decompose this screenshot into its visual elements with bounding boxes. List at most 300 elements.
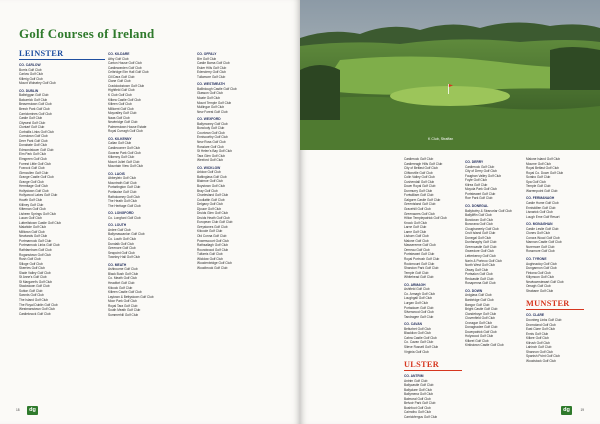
golf-club-item: Portsalon Golf Club [465,272,493,277]
golf-club-item: Concra Wood Golf Club [526,235,560,240]
golf-club-item: Lisheen Springs Golf Club [19,211,57,216]
golf-club-item: Enniskillen Golf Club [526,205,556,210]
right-page [300,0,600,424]
golf-club-item: Hermitage Golf Club [19,184,48,189]
golf-club-item: Loughgall Golf Club [404,296,432,301]
golf-club-item: Kilkenny Golf Club [108,155,135,160]
golf-club-item: Woodbrook Golf Club [197,265,228,270]
golf-club-item: Arklow Golf Club [197,170,221,175]
golf-club-item: Elmgreen Golf Club [19,157,47,162]
golf-club-item: Aughnacloy Golf Club [526,261,557,266]
county-heading: CO. LOUTH [108,223,127,228]
golf-club-item: Mount Juliet Golf Club [108,159,140,164]
golf-club-item: Coollattin Golf Club [197,197,225,202]
golf-club-item: Castlereagh Hills Golf Club [404,161,443,166]
golf-club-item: Hollystown Golf Club [19,188,49,193]
golf-club-item: Dunmurry Golf Club [404,188,433,193]
golf-club-item: Craddockstown Golf Club [108,83,145,88]
club-list-column [108,49,197,317]
golf-course-photo [300,0,600,150]
golf-club-item: Celbridge Elm Hall Golf Club [108,70,149,75]
golf-club-item: Headfort Golf Club [108,280,135,285]
golf-club-item: Killerig Golf Club [19,76,43,81]
golf-club-item: Bunclody Golf Club [197,126,225,131]
golf-club-item: Palmerstown House Estate [108,124,147,129]
golf-club-item: Silloge Golf Club [19,261,43,266]
golf-club-item: Ballyclare Golf Club [404,387,432,392]
golf-club-item: Kilkee Golf Club [526,336,549,341]
golf-club-item: Fortwilliam Golf Club [404,193,434,198]
golf-club-item: Seapoint Golf Club [108,250,135,255]
golf-club-item: Milltown Golf Club [19,229,45,234]
golf-club-item: Mount Wolseley Golf Club [19,81,56,86]
golf-club-item: Castlerock Golf Club [404,157,434,161]
golf-club-item: Ballinlough Castle Golf Club [197,86,237,91]
golf-club-item: Redcastle Golf Club [465,276,494,281]
golf-club-item: Westmanstown Golf Club [19,307,55,312]
golf-club-item: Lisnarick Golf Club [526,210,553,215]
golf-club-item: Roganstown Golf Club [19,252,51,257]
golf-club-item: Temple Golf Club [526,184,551,189]
golf-club-item: Kirkistown Castle Golf Club [465,343,504,348]
golf-club-item: Donegal Golf Club [465,235,492,240]
province-heading: LEINSTER [19,49,105,60]
golf-club-item: Dungannon Golf Club [526,266,557,271]
golf-club-item: Kilkea Castle Golf Club [108,97,141,102]
golf-club-item: St Helen's Bay Golf Club [197,149,232,154]
golf-club-item: Sutton Golf Club [19,288,43,293]
golf-club-item: Ormeau Golf Club [404,247,430,252]
golf-club-item: Foxrock Golf Club [19,166,45,171]
golf-club-item: Roe Park Golf Club [465,196,493,201]
golf-club-item: Shandon Park Golf Club [404,266,439,271]
golf-club-item: Antrim Golf Club [404,378,428,383]
golf-club-item: Co. Armagh Golf Club [404,291,436,296]
province-heading: MUNSTER [526,299,584,310]
golf-club-item: Shannon Golf Club [526,349,553,354]
golf-club-item: Portmarnock Golf Club [19,238,52,243]
county-heading: CO. WESTMEATH [197,82,225,87]
golf-club-item: Balmoral Golf Club [404,396,431,401]
golf-club-item: Newbridge Golf Club [108,120,138,125]
golf-club-item: Massereene Golf Club [404,243,436,248]
golf-club-item: Grange Castle Golf Club [19,175,54,180]
golf-club-item: Tandragee Golf Club [404,314,434,319]
golf-club-item: Portmarnock Links Golf Club [19,243,60,248]
golf-club-item: Courtown Golf Club [197,130,225,135]
golf-club-item: Charlesland Golf Club [197,193,229,198]
golf-club-item: Rockmount Golf Club [404,261,435,266]
club-list-column [19,49,108,317]
golf-club-item: Portstewart Golf Club [465,191,496,196]
golf-club-item: Strabane Golf Club [526,288,554,293]
golf-club-item: Abbeyleix Golf Club [108,176,136,181]
golf-club-item: Esker Hills Golf Club [197,65,227,70]
golf-club-item: Larne Golf Club [404,225,427,230]
golf-club-item: Ballycastle Golf Club [404,383,434,388]
golf-club-item: Delgany Golf Club [197,202,223,207]
golf-club-item: Ardee Golf Club [108,227,131,232]
golf-club-item: Laytown & Bettystown Golf Club [108,294,154,299]
golf-club-item: Killeen Golf Club [108,102,132,107]
golf-club-item: Virginia Golf Club [404,349,429,354]
golf-club-item: Moyvalley Golf Club [108,111,137,116]
golf-club-item: Clovenfield Golf Club [465,316,495,321]
golf-club-item: Cairndhu Golf Club [404,410,432,415]
golf-club-item: Spanish Point Golf Club [526,354,560,359]
golf-club-item: Downpatrick Golf Club [465,329,497,334]
golf-club-item: Rathsallagh Golf Club [197,243,229,248]
golf-club-item: Castle Leslie Golf Club [526,226,559,231]
golf-club-item: Lame Golf Club [404,229,427,234]
golf-club-item: Edenderry Golf Club [197,70,226,75]
golf-club-item: Kilrush Golf Club [526,340,550,345]
golf-club-item: St Margaret's Golf Club [19,279,53,284]
county-heading: CO. LONGFORD [108,211,134,216]
county-heading: CO. CARLOW [19,63,41,67]
golf-club-item: New Forest Golf Club [197,109,228,114]
golf-club-item: Scrabo Golf Club [526,175,551,180]
golf-club-item: Callan Golf Club [108,141,132,146]
golf-club-item: Castleknock Golf Club [19,311,51,316]
golf-club-item: Faughan Valley Golf Club [465,173,502,178]
golf-club-item: Nuremore Golf Club [526,244,555,249]
page-title: Golf Courses of Ireland [19,26,155,41]
golf-club-item: Ballymena Golf Club [404,392,434,397]
county-heading: CO. ARMAGH [404,282,426,287]
golf-club-item: Bright Castle Golf Club [465,307,498,312]
golf-club-item: Greenisland Golf Club [404,202,436,207]
golf-club-item: Balcarrick Golf Club [19,97,48,102]
golf-club-item: Druids Heath Golf Club [197,215,230,220]
golf-club-item: Cliftonville Golf Club [404,170,433,175]
golf-club-item: Down Royal Golf Club [404,184,436,189]
golf-club-item: Castlewarden Golf Club [108,65,142,70]
province-heading: ULSTER [404,360,462,371]
club-list-column [404,157,465,420]
publisher-logo-right: dg [561,406,572,415]
golf-club-item: Stackstown Golf Club [19,284,50,289]
golf-club-item: Portstewart Golf Club [404,252,435,257]
golf-club-item: Moor Park Golf Club [108,299,137,304]
golf-club-item: Tullamore Golf Club [197,74,226,79]
golf-club-item: Moyola Park Golf Club [465,187,497,192]
county-heading: CO. TYRONE [526,257,547,262]
golf-club-item: Edmondstown Golf Club [19,147,54,152]
golf-club-item: Blacklion Golf Club [404,331,431,336]
club-list-column [526,157,587,420]
golf-club-item: Knock Golf Club [404,220,428,225]
golf-club-item: Lisburn Golf Club [404,234,429,239]
golf-club-item: Foyle Golf Club [465,178,487,183]
golf-club-item: Royal Co. Down Golf Club [526,170,564,175]
golf-club-item: Donabate Golf Club [19,143,47,148]
golf-club-item: Millicent Golf Club [108,106,134,111]
golf-club-item: North West Golf Club [465,263,496,268]
golf-club-item: Mountain View Golf Club [108,164,144,169]
golf-club-item: Mountrath Golf Club [108,180,137,185]
golf-club-item: Castlecomer Golf Club [108,146,141,151]
golf-club-item: Warrenpoint Golf Club [526,188,558,193]
golf-club-item: Corballis Links Golf Club [19,129,54,134]
golf-club-item: Castle Golf Club [19,116,43,121]
golf-club-item: Spa Golf Club [526,179,546,184]
golf-club-item: Dromoland Golf Club [526,322,556,327]
golf-club-item: Kilternan Golf Club [19,207,46,212]
golf-club-item: Kilrea Golf Club [465,182,488,187]
golf-club-item: Bangor Golf Club [465,302,490,307]
golf-club-item: Bushfoot Golf Club [404,405,431,410]
golf-club-item: The Heritage Golf Club [108,203,141,208]
county-heading: CO. KILDARE [108,52,130,56]
club-list-column [197,49,286,317]
county-heading: CO. DOWN [465,288,483,293]
golf-club-item: European Club Golf Club [197,220,233,225]
golf-club-item: Royal Curragh Golf Club [108,129,143,134]
golf-club-item: Slade Valley Golf Club [19,270,51,275]
golf-club-item: Ennis Golf Club [526,331,549,336]
golf-club-item: Old Conna Golf Club [197,233,227,238]
golf-club-item: Fintona Golf Club [526,270,551,275]
golf-club-item: Wexford Golf Club [197,158,223,163]
golf-club-item: Cloughaneely Golf Club [465,226,499,231]
county-heading: CO. ANTRIM [404,374,424,379]
golf-club-item: City of Belfast Golf Club [404,166,438,171]
golf-club-item: Black Bush Golf Club [108,271,139,276]
golf-club-item: Skerries Golf Club [19,266,45,271]
golf-club-item: Royal Belfast Golf Club [526,166,559,171]
golf-club-item: Beaverstown Golf Club [19,102,52,107]
golf-club-item: Carlow Golf Club [19,72,44,77]
golf-club-item: Whitehead Golf Club [404,275,434,280]
golf-club-item: Naas Golf Club [108,115,130,120]
county-heading: CO. KILKENNY [108,136,132,141]
golf-club-item: Dundalk Golf Club [108,241,134,246]
county-heading: CO. DONEGAL [465,203,489,208]
golf-club-item: Elm Park Golf Club [19,152,47,157]
golf-club-item: Mannan Castle Golf Club [526,240,562,245]
golf-club-item: Kilcoole Golf Club [197,229,223,234]
golf-club-item: Boystown Golf Club [197,183,225,188]
golf-club-item: Bundoran Golf Club [465,217,493,222]
county-heading: CO. OFFALY [197,52,217,56]
golf-club-item: Clandeboye Golf Club [465,311,497,316]
golf-club-item: Greenacres Golf Club [404,211,435,216]
golf-club-item: Ashbourne Golf Club [108,267,138,272]
golf-club-item: Otway Golf Club [465,267,489,272]
golf-club-item: Roundwood Golf Club [197,247,229,252]
golf-club-item: Malahide Golf Club [19,225,47,230]
golf-club-item: Enniscorthy Golf Club [197,135,228,140]
golf-club-item: Mourne Golf Club [526,161,551,166]
golf-club-item: Lahinch Golf Club [526,345,552,350]
golf-club-item: Greencastle Golf Club [465,244,497,249]
golf-club-item: Deer Park Golf Club [19,138,48,143]
golf-club-item: Ballymascanlon Golf Club [108,232,145,237]
golf-club-item: Narin & Portnoo Golf Club [465,258,502,263]
golf-club-item: Luttrellstown Castle Golf Club [19,220,61,225]
golf-club-item: Malone Island Golf Club [526,157,561,161]
golf-club-item: The Island Golf Club [19,297,49,302]
golf-club-item: Carrickmines Golf Club [19,111,52,116]
golf-club-item: Rosslare Golf Club [197,144,224,149]
golf-club-item: Killiney Golf Club [19,202,44,207]
golf-club-item: Gowran Park Golf Club [108,150,141,155]
golf-club-item: The Royal Dublin Golf Club [19,302,58,307]
golf-club-item: Cruit Island Golf Club [465,231,496,236]
golf-club-item: Grange Golf Club [19,179,44,184]
golf-club-item: Mount Temple Golf Club [197,100,232,105]
golf-club-item: Clontarf Golf Club [19,125,45,130]
golf-club-item: Holywood Golf Club [465,334,494,339]
golf-club-item: Beech Park Golf Club [19,107,50,112]
golf-club-item: Lough Erne Golf Resort [526,214,560,219]
golf-club-item: Doonbeg Links Golf Club [526,318,562,323]
golf-club-item: Cill Dara Golf Club [108,74,135,79]
publisher-logo-left: dg [27,406,38,415]
golf-club-item: Blainroe Golf Club [197,179,223,184]
golf-club-item: K Club Golf Club [108,92,132,97]
golf-club-item: Temple Golf Club [404,270,429,275]
golf-club-item: Ashfield Golf Club [404,287,430,292]
golf-course-photo-image [300,0,600,150]
golf-club-item: Killeen Castle Golf Club [108,290,142,295]
golf-club-item: Malone Golf Club [404,238,429,243]
golf-club-item: Clane Golf Club [108,79,131,84]
golf-club-item: Summerhill Golf Club [108,312,139,317]
golf-club-item: Glencullen Golf Club [19,170,49,175]
golf-club-item: Rossmore Golf Club [526,249,555,254]
golf-club-item: Royal Portrush Golf Club [404,257,440,262]
golf-club-item: Townley Hall Golf Club [108,255,141,260]
county-heading: CO. MEATH [108,262,127,267]
golf-club-item: Gracehill Golf Club [404,207,431,212]
golf-club-item: Kilcock Golf Club [108,285,133,290]
golf-club-item: Dunfanaghy Golf Club [465,240,497,245]
golf-club-item: Hollywood Lakes Golf Club [19,193,58,198]
golf-club-item: Ballybofey & Stranorlar Golf Club [465,208,512,213]
golf-club-item: Portarlington Golf Club [108,185,141,190]
golf-club-item: Silverwood Golf Club [404,310,434,315]
golf-club-item: Cabra Castle Golf Club [404,335,437,340]
golf-club-item: Moate Golf Club [197,96,221,101]
golf-club-item: Lucan Golf Club [19,216,42,221]
county-heading: CO. FERMANAGH [526,196,555,201]
golf-club-item: Castle Hume Golf Club [526,200,559,205]
golf-club-item: Portadown Golf Club [404,305,434,310]
golf-club-item: Castlerock Golf Club [465,164,495,169]
golf-club-item: Rush Golf Club [19,257,41,262]
golf-club-item: Wicklow Golf Club [197,256,223,261]
golf-club-item: Royal Tara Golf Club [108,303,138,308]
golf-club-item: Rosapenna Golf Club [465,281,496,286]
golf-club-item: Newlands Golf Club [19,234,48,239]
golf-club-item: Portlaoise Golf Club [108,190,137,194]
golf-club-item: Forrest Little Golf Club [19,161,51,166]
golf-club-item: Ardglass Golf Club [465,293,492,298]
golf-club-item: Cushendall Golf Club [404,179,435,184]
golf-club-item: Donaghadee Golf Club [465,325,498,330]
golf-club-item: Lurgan Golf Club [404,301,429,305]
county-heading: CO. MONAGHAN [526,222,553,227]
county-heading: CO. WEXFORD [197,117,221,122]
page-number-left: 18 [16,408,20,412]
golf-club-item: Rathdowney Golf Club [108,194,140,199]
golf-club-item: New Ross Golf Club [197,139,226,144]
left-page-columns [19,49,286,317]
golf-club-item: Corrstown Golf Club [19,134,48,139]
county-heading: CO. DERRY [465,160,484,164]
county-heading: CO. CLARE [526,313,545,318]
golf-club-item: Belturbet Golf Club [404,326,431,331]
golf-club-item: Co. Louth Golf Club [108,237,136,242]
golf-club-item: Crossgar Golf Club [465,320,493,325]
golf-club-item: Ballymoney Golf Club [197,121,228,126]
golf-club-item: City of Derry Golf Club [465,169,497,174]
golf-club-item: Bray Golf Club [197,188,218,193]
county-heading: CO. LAOIS [108,171,125,176]
golf-club-item: Woodstock Golf Club [526,358,556,363]
golf-club-item: Mullingar Golf Club [197,105,225,110]
golf-club-item: Woodenbridge Golf Club [197,261,232,266]
golf-club-item: Clones Golf Club [526,231,551,236]
club-list-column [465,157,526,420]
golf-club-item: Banbridge Golf Club [465,298,494,302]
golf-club-item: Belvoir Park Golf Club [404,401,436,406]
golf-club-item: Greenore Golf Club [108,246,136,251]
golf-club-item: South Meath Golf Club [108,308,141,313]
golf-club-item: Ballyliffin Golf Club [465,213,492,218]
golf-club-item: Greystones Golf Club [197,224,228,229]
golf-club-item: Athy Golf Club [108,56,129,61]
golf-club-item: Howth Golf Club [19,197,43,202]
golf-club-item: St Anne's Golf Club [19,275,47,280]
golf-club-item: Gweedore Golf Club [465,249,494,254]
golf-club-item: Carrickfergus Golf Club [404,415,438,420]
golf-club-item: Galgorm Castle Golf Club [404,197,441,202]
golf-club-item: Omagh Golf Club [526,284,551,289]
golf-club-item: Citywest Golf Club [19,120,46,125]
golf-club-item: Kilkeel Golf Club [465,338,489,343]
golf-club-item: Borris Golf Club [19,67,42,72]
golf-club-item: Killymoon Golf Club [526,275,554,280]
golf-club-item: Buncrana Golf Club [465,222,493,227]
golf-club-item: Highfield Golf Club [108,88,135,93]
golf-club-item: Co. Cavan Golf Club [404,340,434,345]
golf-club-item: Powerscourt Golf Club [197,238,229,243]
golf-club-item: Slieve Russell Golf Club [404,344,439,349]
county-heading: CO. WICKLOW [197,165,221,170]
golf-club-item: Druids Glen Golf Club [197,211,229,216]
right-page-columns [404,157,587,420]
golf-club-item: Swords Golf Club [19,293,44,298]
golf-club-item: East Clare Golf Club [526,327,556,332]
golf-club-item: The Heath Golf Club [108,199,138,204]
golf-club-item: Birr Golf Club [197,56,217,61]
golf-club-item: Baltinglass Golf Club [197,174,227,179]
page-number-right: 19 [580,408,584,412]
golf-club-item: Carton House Golf Club [108,61,142,66]
photo-caption: K Club, Straffan [428,137,454,141]
golf-club-item: Co. Longford Golf Club [108,215,141,220]
golf-club-item: Castle Barna Golf Club [197,61,230,66]
golf-club-item: Colin Valley Golf Club [404,175,435,180]
golf-club-item: Newtownstewart Golf Club [526,279,564,284]
golf-club-item: Letterkenny Golf Club [465,254,496,259]
golf-club-item: Djouce Golf Club [197,206,222,211]
golf-club-item: Balbriggan Golf Club [19,93,49,98]
county-heading: CO. CAVAN [404,322,423,327]
